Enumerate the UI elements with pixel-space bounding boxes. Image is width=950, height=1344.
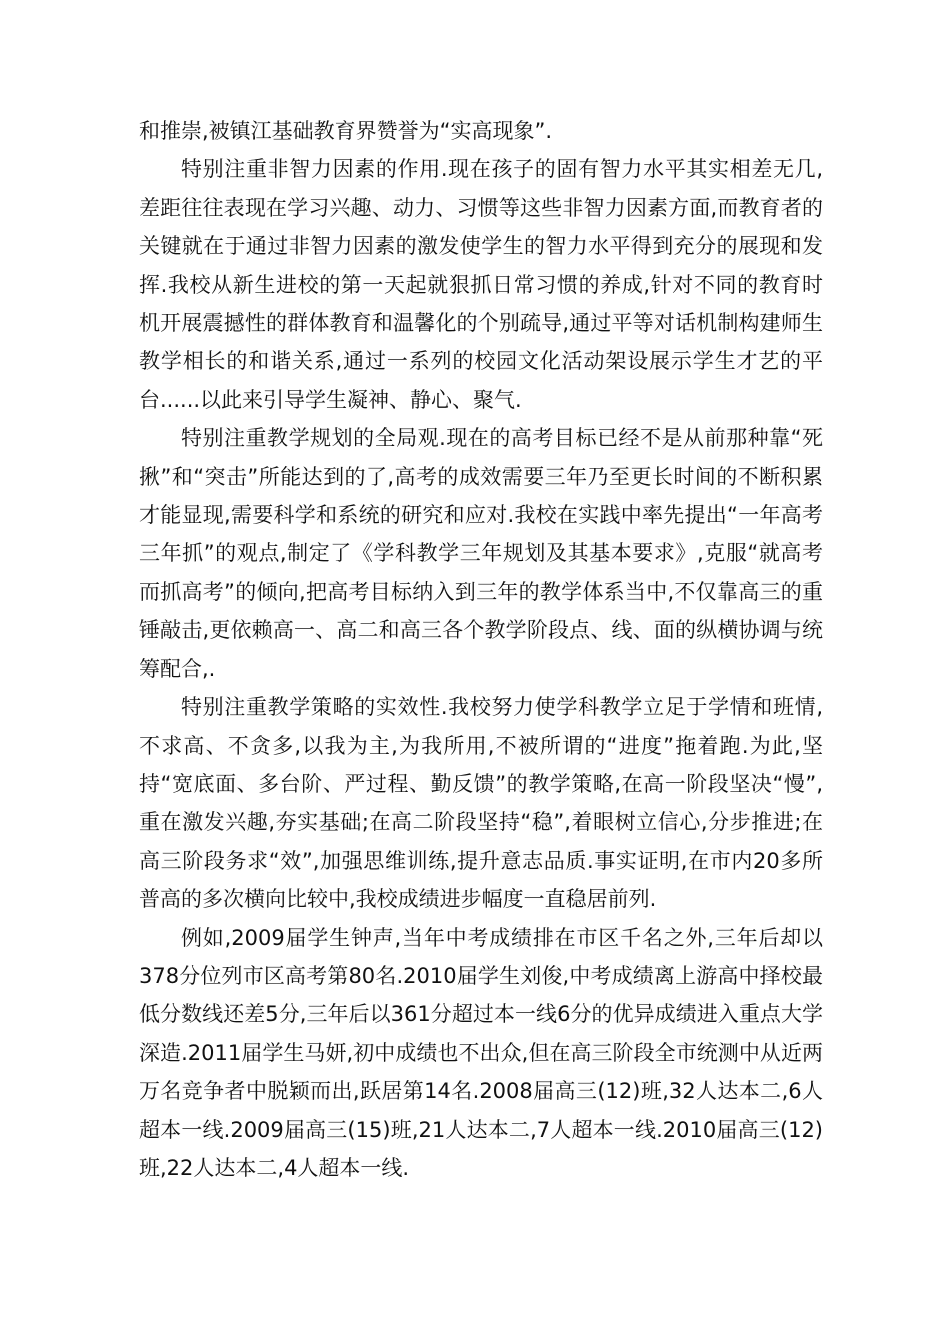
paragraph-examples: 例如,2009届学生钟声,当年中考成绩排在市区千名之外,三年后却以378分位列市区高考第80名.2010届学生刘俊,中考成绩离上游高中择校最低分数线还差5分,三年后以361分超过本一线6分的优异成绩进入重点大学深造.2011届学生马妍,初中成绩也不出众,但在高三阶段全市统测中从近两万名竞争者中脱颖而出,跃居第14名.2008届高三(12)班,32人达本二,6人超本一线.2009届高三(15)班,21人达本二,7人超本一线.2010届高三(12)班,22人达本二,4人超本一线. [139, 925, 823, 1180]
paragraph-teaching-strategy: 特别注重教学策略的实效性.我校努力使学科教学立足于学情和班情,不求高、不贪多,以我为主,为我所用,不被所谓的“进度”拖着跑.为此,坚持“宽底面、多台阶、严过程、勤反馈”的教学策略,在高一阶段坚决“慢”,重在激发兴趣,夯实基础;在高二阶段坚持“稳”,着眼树立信心,分步推进;在高三阶段务求“效”,加强思维训练,提升意志品质.事实证明,在市内20多所普高的多次横向比较中,我校成绩进步幅度一直稳居前列. [139, 695, 823, 912]
paragraph-teaching-planning: 特别注重教学规划的全局观.现在的高考目标已经不是从前那种靠“死揪”和“突击”所能达到的了,高考的成效需要三年乃至更长时间的不断积累才能显现,需要科学和系统的研究和应对.我校在实践中率先提出“一年高考三年抓”的观点,制定了《学科教学三年规划及其基本要求》,克服“就高考而抓高考”的倾向,把高考目标纳入到三年的教学体系当中,不仅靠高三的重锤敲击,更依赖高一、高二和高三各个教学阶段点、线、面的纵横协调与统筹配合,. [139, 426, 823, 681]
body-text [139, 112, 823, 1187]
paragraph-non-intellectual-factors: 特别注重非智力因素的作用.现在孩子的固有智力水平其实相差无几,差距往往表现在学习兴趣、动力、习惯等这些非智力因素方面,而教育者的关键就在于通过非智力因素的激发使学生的智力水平得到充分的展现和发挥.我校从新生进校的第一天起就狠抓日常习惯的养成,针对不同的教育时机开展震撼性的群体教育和温馨化的个别疏导,通过平等对话机制构建师生教学相长的和谐关系,通过一系列的校园文化活动架设展示学生才艺的平台......以此来引导学生凝神、静心、聚气. [139, 157, 823, 412]
paragraph-continuation: 和推崇,被镇江基础教育界赞誉为“实高现象”. [139, 119, 553, 143]
